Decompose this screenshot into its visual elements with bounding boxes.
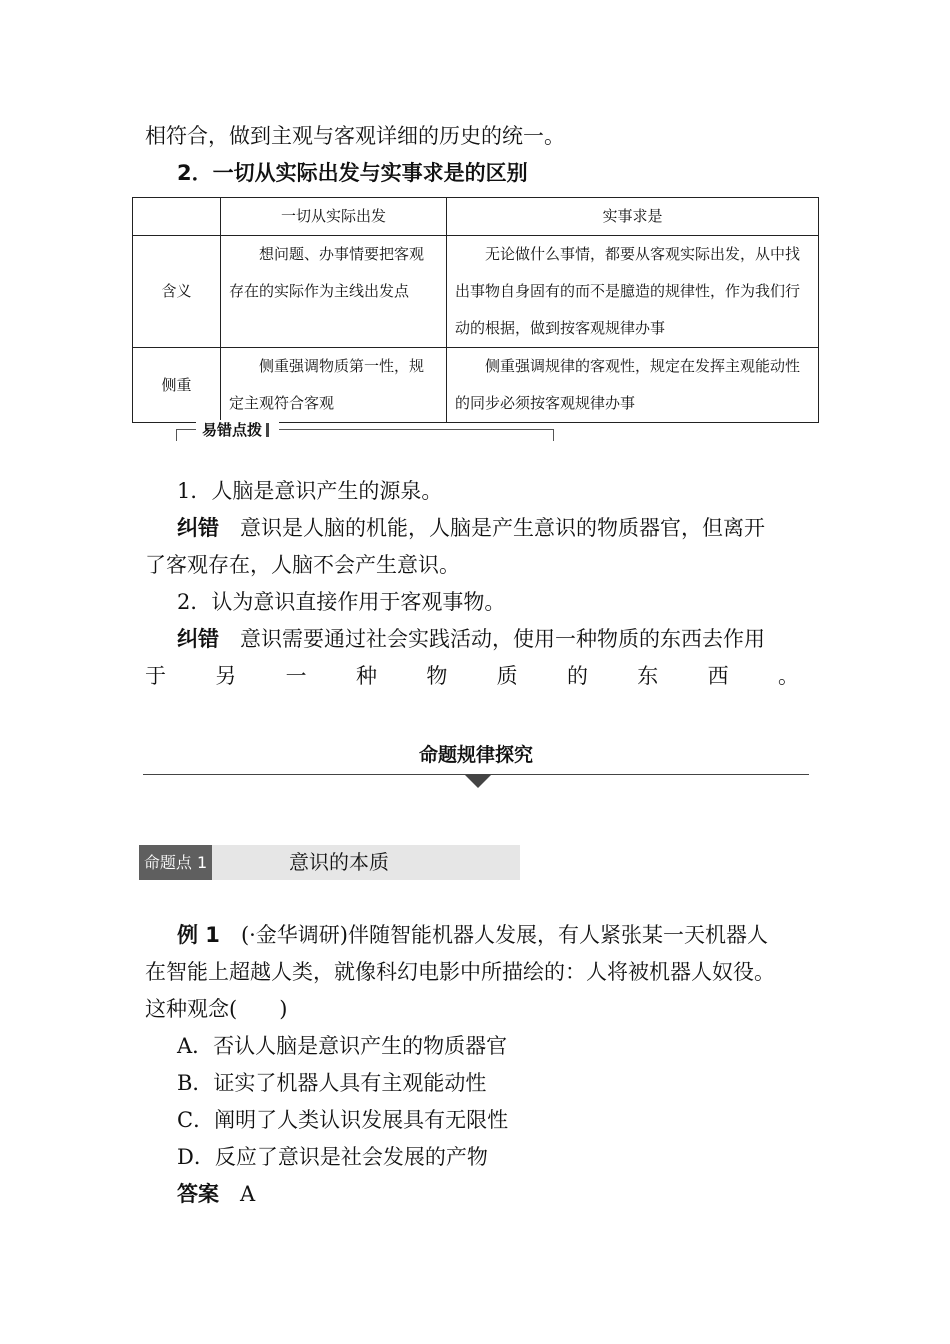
table-header-row xyxy=(133,198,819,236)
table-cell: 想问题、办事情要把客观存在的实际作为主线出发点 xyxy=(221,236,447,348)
tip-banner xyxy=(176,420,554,442)
option-a: A．否认人脑是意识产生的物质器官 xyxy=(177,1034,508,1058)
option-b: B．证实了机器人具有主观能动性 xyxy=(177,1071,487,1095)
triangle-down-icon xyxy=(465,775,491,788)
section-header xyxy=(143,740,809,790)
correction-continuation xyxy=(145,658,799,695)
answer-line xyxy=(177,1176,255,1213)
table-header-cell: 一切从实际出发 xyxy=(221,198,447,236)
table-row xyxy=(133,236,819,348)
correction-text: 意识是人脑的机能，人脑是产生意识的物质器官，但离开 xyxy=(240,516,765,540)
correction-label: 纠错 xyxy=(177,627,219,651)
correction-line xyxy=(177,621,765,658)
answer-value: A xyxy=(240,1182,256,1206)
example-line: 在智能上超越人类，就像科幻电影中所描绘的：人将被机器人奴役。 xyxy=(145,960,775,984)
table-row xyxy=(133,348,819,423)
char: 质 xyxy=(496,664,518,688)
char: 一 xyxy=(285,664,307,688)
answer-label: 答案 xyxy=(177,1182,219,1206)
point-tag-label: 命题点 1 xyxy=(139,845,212,880)
intro-tail: 相符合，做到主观与客观详细的历史的统一。 xyxy=(145,124,565,148)
tip-label-text: 易错点拨 xyxy=(202,421,263,439)
example-text: (·金华调研)伴随智能机器人发展，有人紧张某一天机器人 xyxy=(240,923,768,947)
char: 西 xyxy=(707,664,729,688)
error-statement: 2．认为意识直接作用于客观事物。 xyxy=(177,590,506,614)
char: 种 xyxy=(355,664,377,688)
correction-line xyxy=(177,510,765,547)
bar-icon xyxy=(266,423,269,437)
error-statement: 1．人脑是意识产生的源泉。 xyxy=(177,479,443,503)
table-cell: 侧重强调物质第一性，规定主观符合客观 xyxy=(221,348,447,423)
char: 另 xyxy=(215,664,237,688)
divider xyxy=(176,429,177,441)
section-title: 命题规律探究 xyxy=(418,744,533,766)
table-cell: 无论做什么事情，都要从客观实际出发，从中找出事物自身固有的而不是臆造的规律性，作为我们行动的根据，做到按客观规律办事 xyxy=(447,236,819,348)
comparison-table xyxy=(132,197,819,423)
section-heading-2: 2．一切从实际出发与实事求是的区别 xyxy=(177,161,528,185)
row-label: 侧重 xyxy=(133,348,221,423)
table-cell: 侧重强调规律的客观性，规定在发挥主观能动性的同步必须按客观规律办事 xyxy=(447,348,819,423)
example-line xyxy=(177,917,768,954)
divider xyxy=(553,429,554,441)
option-c: C．阐明了人类认识发展具有无限性 xyxy=(177,1108,509,1132)
point-title: 意识的本质 xyxy=(289,850,389,874)
char: 。 xyxy=(777,664,799,688)
row-label: 含义 xyxy=(133,236,221,348)
example-line: 这种观念( ) xyxy=(145,997,288,1021)
char: 东 xyxy=(637,664,659,688)
char: 物 xyxy=(426,664,448,688)
correction-text: 意识需要通过社会实践活动，使用一种物质的东西去作用 xyxy=(240,627,765,651)
char: 于 xyxy=(145,664,166,688)
point-tag xyxy=(139,845,520,880)
table-header-cell: 实事求是 xyxy=(447,198,819,236)
correction-label: 纠错 xyxy=(177,516,219,540)
option-d: D．反应了意识是社会发展的产物 xyxy=(177,1145,488,1169)
tip-label xyxy=(196,420,279,440)
correction-continuation: 了客观存在，人脑不会产生意识。 xyxy=(145,553,460,577)
example-label: 例 1 xyxy=(177,923,220,947)
char: 的 xyxy=(566,664,588,688)
table-header-cell xyxy=(133,198,221,236)
